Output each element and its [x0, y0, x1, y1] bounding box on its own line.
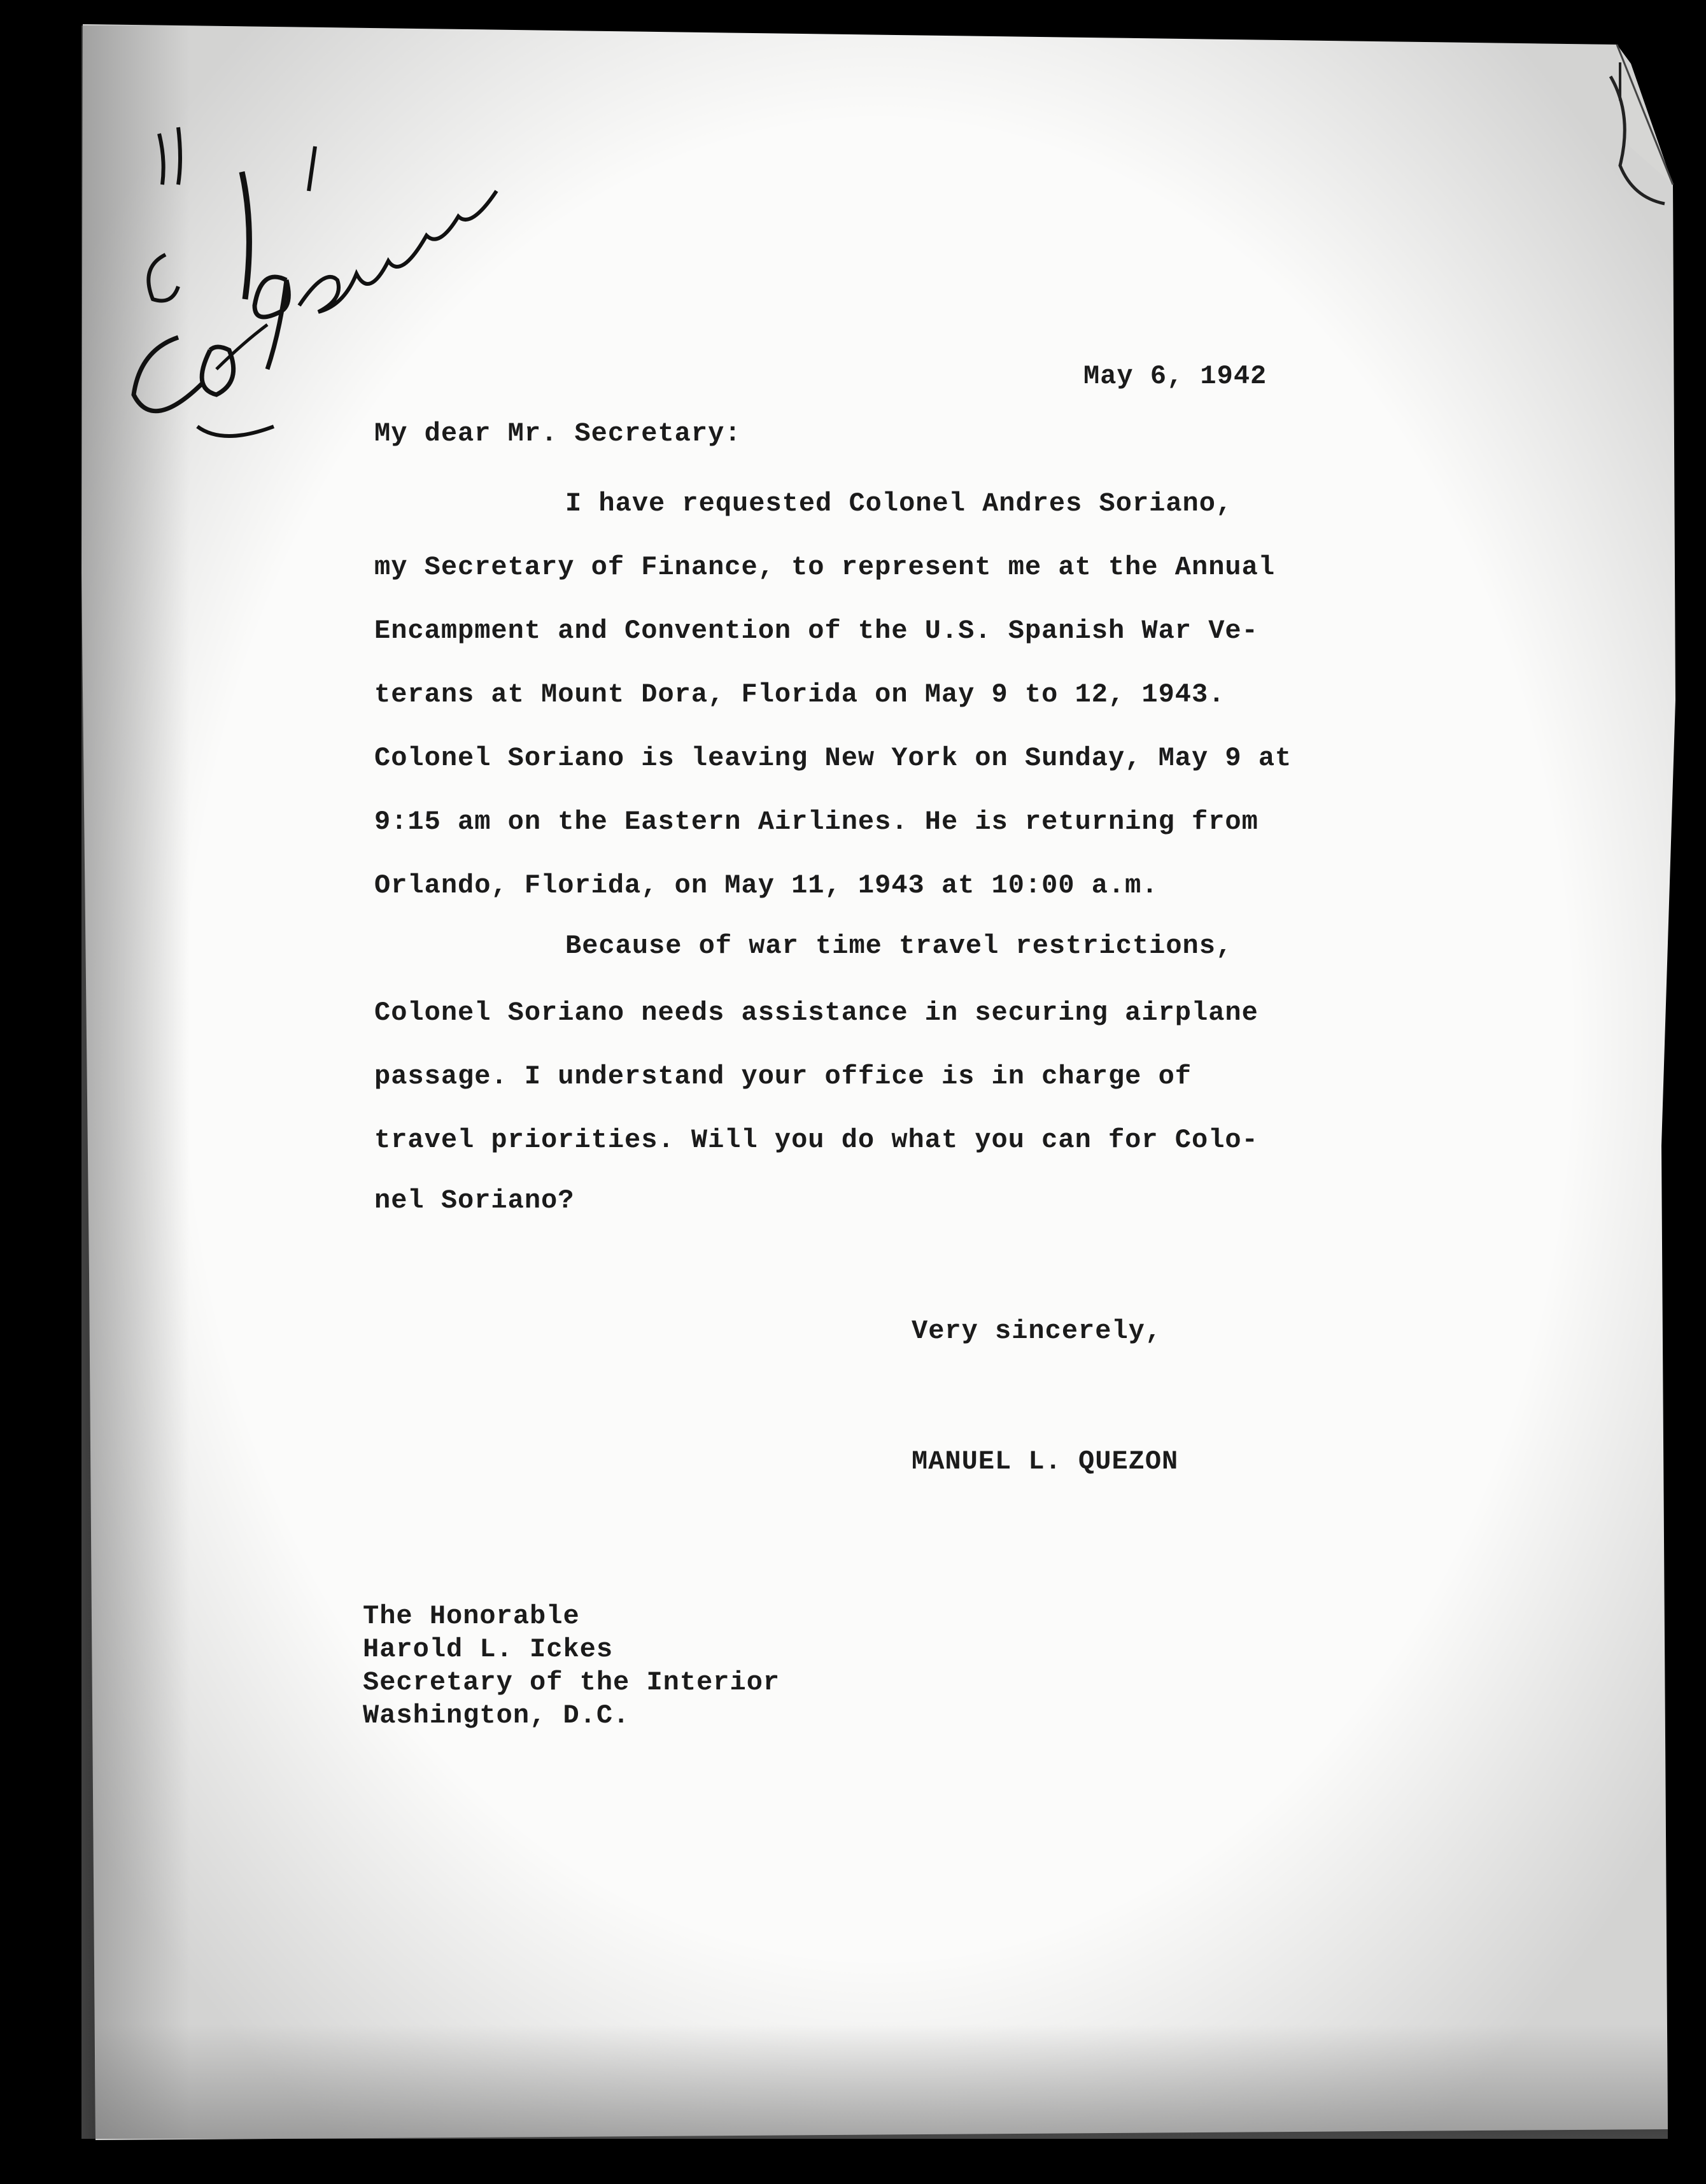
addressee-line: Washington, D.C.: [363, 1700, 630, 1731]
body-line: my Secretary of Finance, to represent me at the Annual: [374, 552, 1276, 582]
body-line: Because of war time travel restrictions,: [565, 931, 1233, 961]
letter-date: May 6, 1942: [1083, 361, 1267, 391]
closing: Very sincerely,: [912, 1316, 1162, 1346]
body-line: passage. I understand your office is in charge of: [374, 1061, 1192, 1092]
body-line: Colonel Soriano is leaving New York on Sunday, May 9 at: [374, 743, 1292, 773]
body-line: 9:15 am on the Eastern Airlines. He is returning from: [374, 807, 1258, 837]
body-line: nel Soriano?: [374, 1185, 575, 1216]
addressee-line: Harold L. Ickes: [363, 1634, 614, 1665]
addressee-line: The Honorable: [363, 1601, 580, 1631]
body-line: I have requested Colonel Andres Soriano,: [565, 488, 1233, 519]
body-line: Orlando, Florida, on May 11, 1943 at 10:00 a.m.: [374, 870, 1159, 901]
addressee-line: Secretary of the Interior: [363, 1667, 780, 1698]
body-line: terans at Mount Dora, Florida on May 9 to 12, 1943.: [374, 679, 1225, 710]
salutation: My dear Mr. Secretary:: [374, 418, 742, 449]
handwritten-annotation: [121, 95, 567, 452]
annotation-text: Col Soriano: [121, 95, 125, 96]
signature-typed: MANUEL L. QUEZON: [912, 1446, 1179, 1477]
body-line: Colonel Soriano needs assistance in securing airplane: [374, 997, 1258, 1028]
body-line: travel priorities. Will you do what you can for Colo-: [374, 1125, 1258, 1155]
body-line: Encampment and Convention of the U.S. Spanish War Ve-: [374, 616, 1258, 646]
